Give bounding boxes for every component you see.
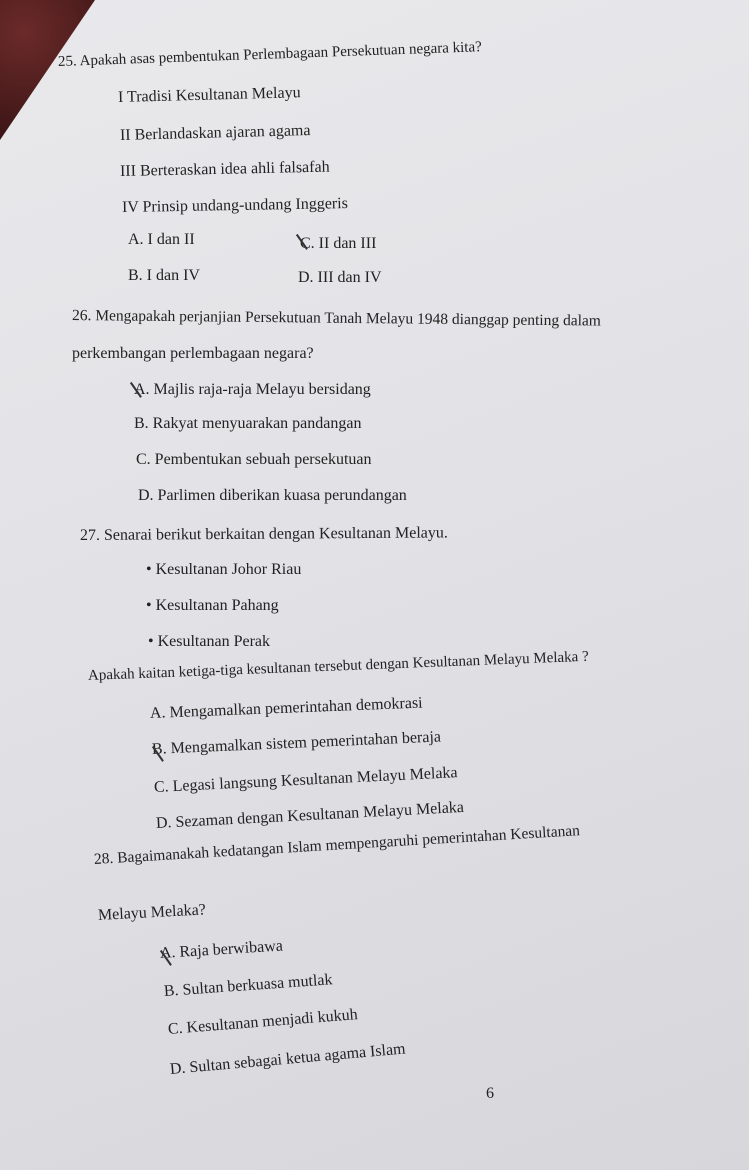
page-number: 6	[486, 1085, 494, 1102]
q25-item-3: III Berteraskan idea ahli falsafah	[119, 158, 330, 180]
q26-option-b[interactable]: B. Rakyat menyuarakan pandangan	[134, 415, 362, 432]
q25-item-4: IV Prinsip undang-undang Inggeris	[121, 195, 349, 216]
q27-option-a[interactable]: A. Mengamalkan pemerintahan demokrasi	[149, 694, 423, 722]
q27-intro: 27. Senarai berikut berkaitan dengan Kesultanan Melayu.	[79, 524, 448, 544]
q28-question-line1: 28. Bagaimanakah kedatangan Islam mempengaruhi pemerintahan Kesultanan	[93, 822, 581, 868]
q25-option-c[interactable]: C. II dan III	[300, 235, 377, 252]
q26-question-line1: 26. Mengapakah perjanjian Persekutuan Tanah Melayu 1948 dianggap penting dalam	[71, 307, 602, 330]
q28-option-d[interactable]: D. Sultan sebagai ketua agama Islam	[169, 1040, 407, 1078]
q25-item-2: II Berlandaskan ajaran agama	[119, 122, 311, 144]
q28-option-b[interactable]: B. Sultan berkuasa mutlak	[163, 971, 334, 1000]
q27-option-d[interactable]: D. Sezaman dengan Kesultanan Melayu Melaka	[155, 798, 465, 832]
q26-question-line2: perkembangan perlembagaan negara?	[72, 345, 314, 362]
q26-option-d[interactable]: D. Parlimen diberikan kuasa perundangan	[138, 487, 407, 504]
q27-bullet-2: • Kesultanan Pahang	[146, 597, 279, 614]
q25-question: 25. Apakah asas pembentukan Perlembagaan Persekutuan negara kita?	[57, 39, 483, 70]
q27-option-c[interactable]: C. Legasi langsung Kesultanan Melayu Melaka	[153, 764, 458, 796]
q27-bullet-3: • Kesultanan Perak	[148, 633, 271, 650]
q25-option-a[interactable]: A. I dan II	[128, 231, 195, 248]
q28-question-line2: Melayu Melaka?	[97, 901, 207, 924]
q25-option-d[interactable]: D. III dan IV	[298, 269, 382, 286]
q26-option-c[interactable]: C. Pembentukan sebuah persekutuan	[136, 451, 372, 468]
q25-item-1: I Tradisi Kesultanan Melayu	[117, 84, 301, 106]
q26-option-a[interactable]: A. Majlis raja-raja Melayu bersidang	[134, 381, 371, 398]
q28-option-a[interactable]: A. Raja berwibawa	[159, 937, 284, 962]
q28-option-c[interactable]: C. Kesultanan menjadi kukuh	[167, 1006, 359, 1038]
q27-option-b[interactable]: B. Mengamalkan sistem pemerintahan beraja	[151, 728, 442, 758]
q25-option-b[interactable]: B. I dan IV	[128, 267, 200, 284]
q27-question: Apakah kaitan ketiga-tiga kesultanan tersebut dengan Kesultanan Melayu Melaka ?	[87, 648, 590, 684]
q27-bullet-1: • Kesultanan Johor Riau	[146, 561, 302, 578]
